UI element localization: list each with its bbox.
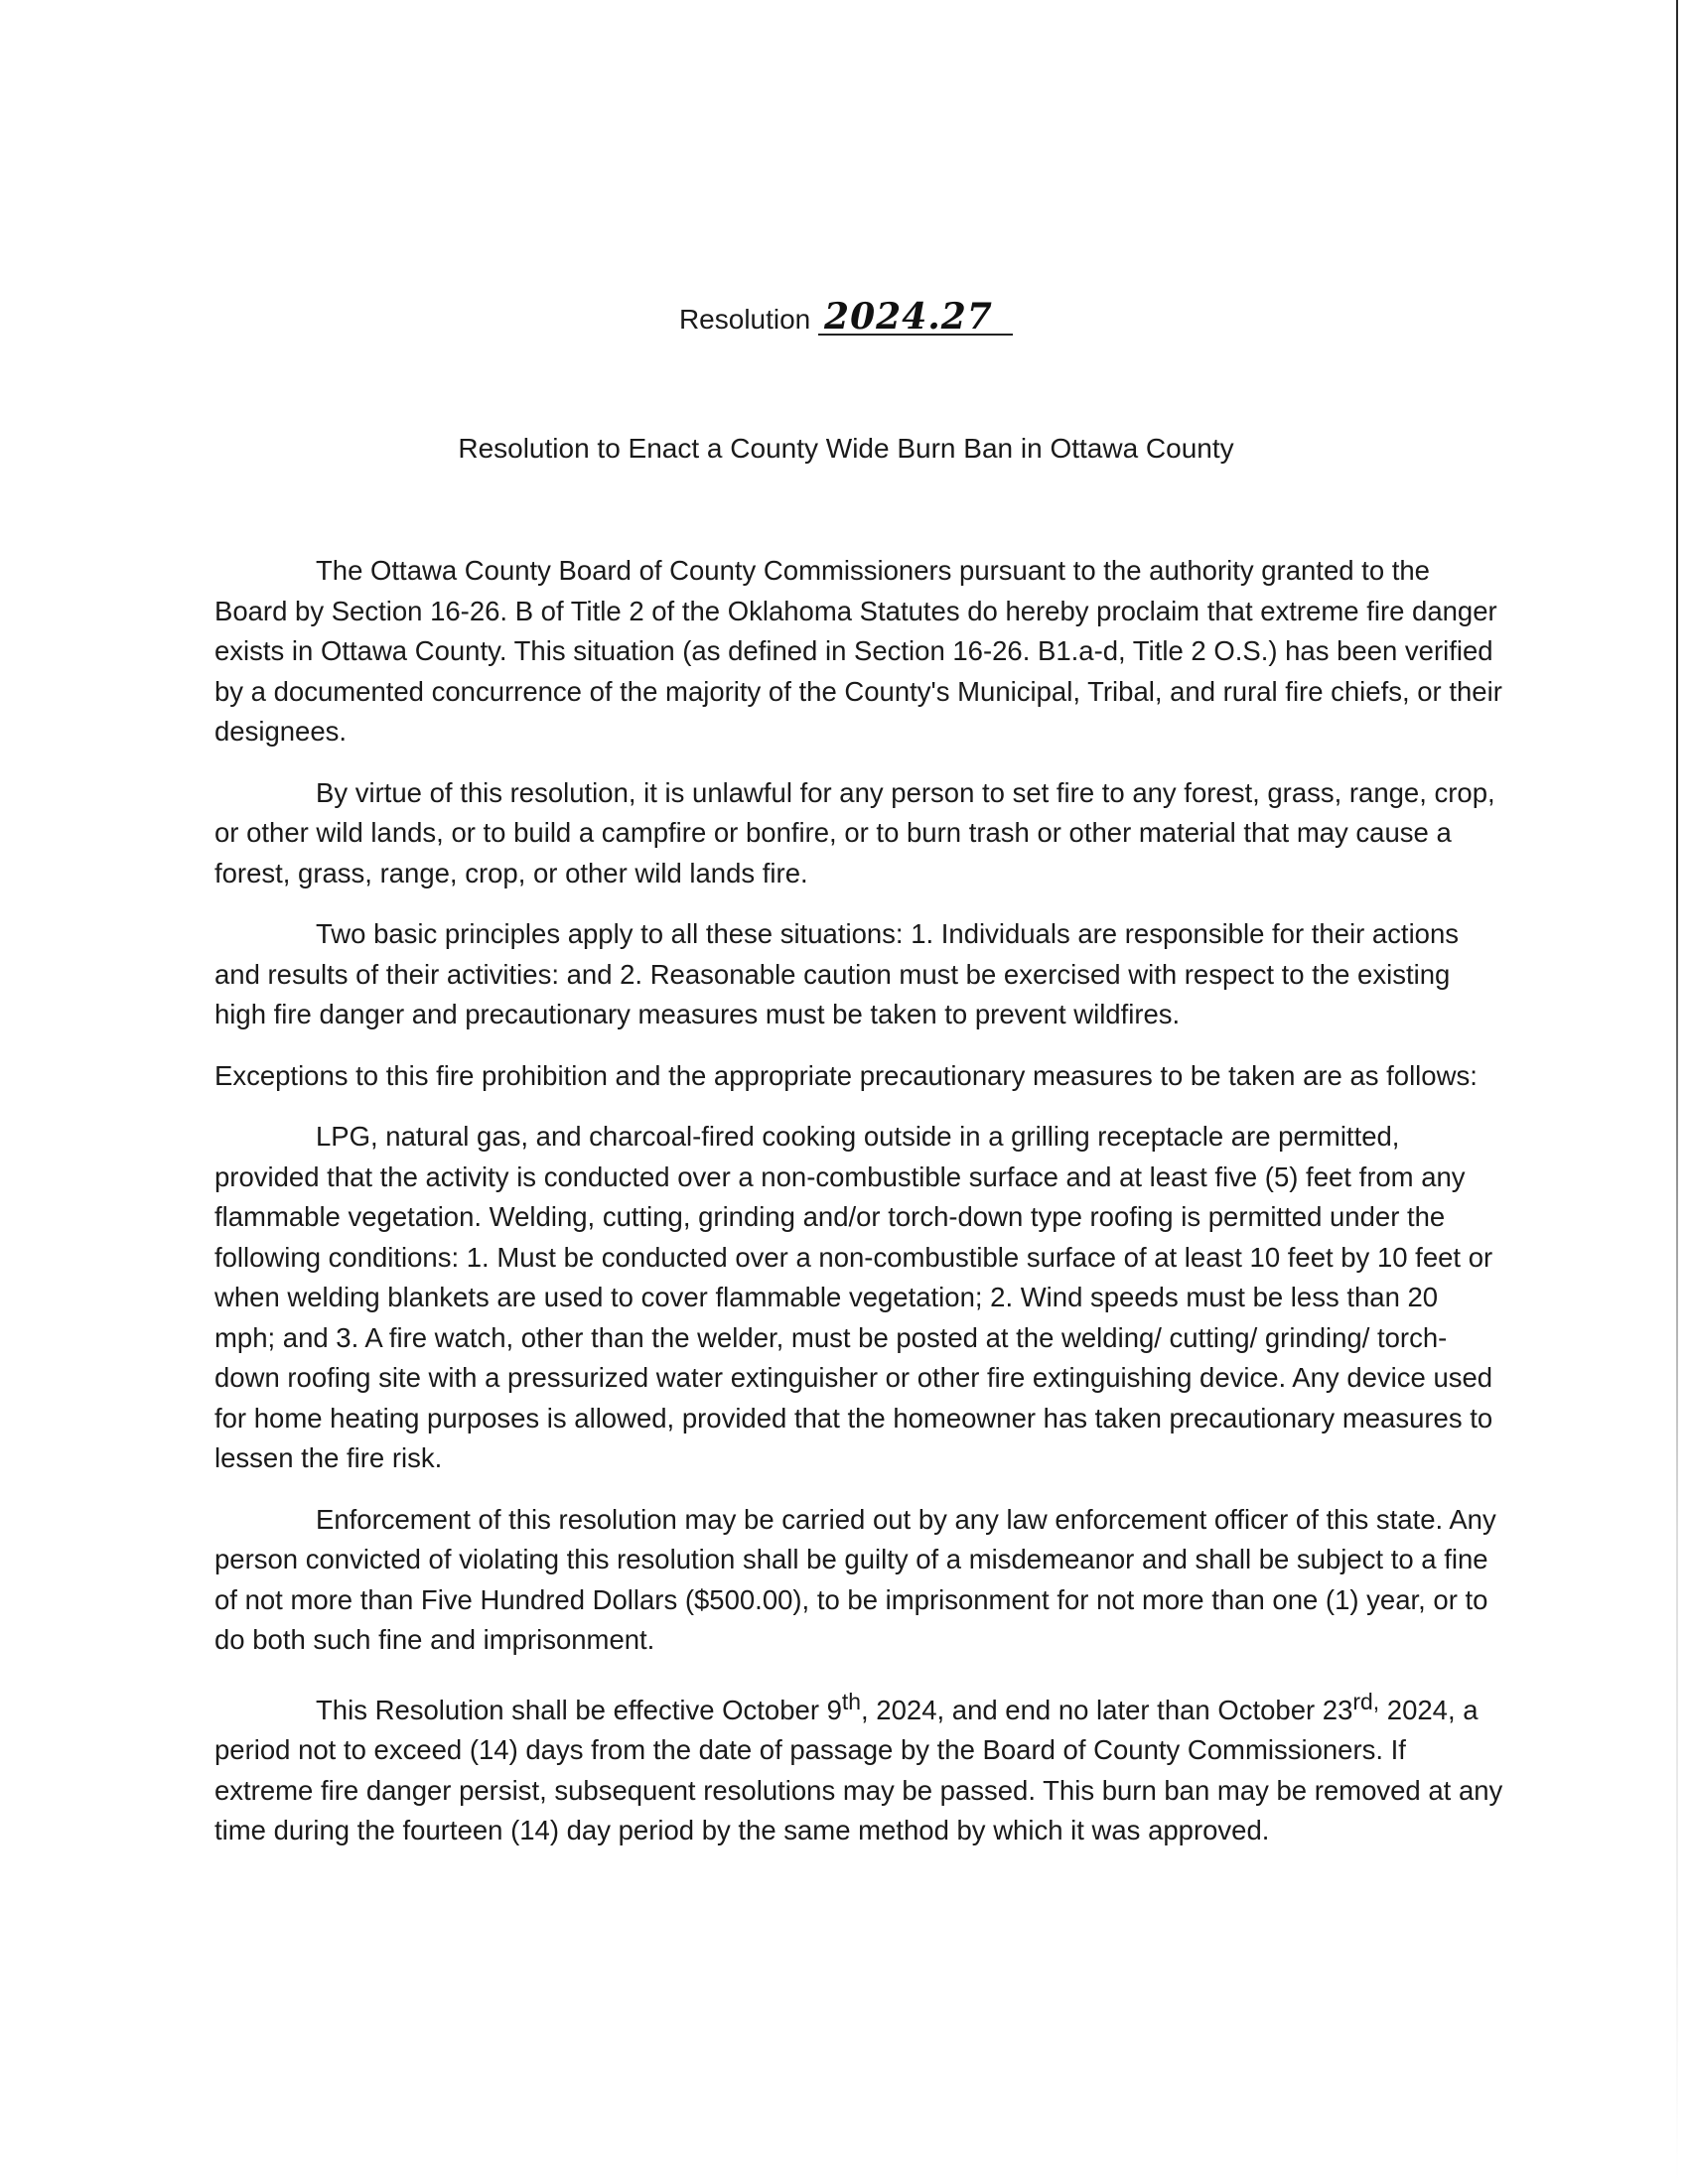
superscript-rd: rd, (1352, 1688, 1380, 1714)
superscript-th: th (841, 1688, 862, 1714)
paragraph-effective-dates (214, 1682, 1505, 1851)
effective-text-start: This Resolution shall be effective October 9 (316, 1694, 842, 1725)
resolution-heading (0, 296, 1692, 338)
resolution-label: Resolution (678, 304, 811, 335)
effective-text-end: 2024, a period not to exceed (14) days from the date of passage by the Board of County Commissioners. If extreme fire danger persist, subsequent resolutions may be passed. This burn ban may be removed at any time during the fourteen (14) day period by the same method by which it was approved. (214, 1694, 1503, 1846)
resolution-body (214, 551, 1505, 1872)
resolution-number-handwritten: 2024.27 (818, 300, 1013, 336)
paragraph-principles: Two basic principles apply to all these situations: 1. Individuals are responsible for their actions and results of their activities: and 2. Reasonable caution must be exercised with respect to the existing high fire danger and precautionary measures must be taken to prevent wildfires. (214, 918, 1460, 1029)
effective-text-middle: , 2024, and end no later than October 23 (861, 1694, 1353, 1725)
paragraph-enforcement: Enforcement of this resolution may be carried out by any law enforcement officer of this state. Any person convicted of violating this resolution shall be guilty of a misdemeanor and shall be subject to a fine of not more than Five Hundred Dollars ($500.00), to be imprisonment for not more than one (1) year, or to do both such fine and imprisonment. (214, 1503, 1496, 1655)
paragraph-prohibition: By virtue of this resolution, it is unlawful for any person to set fire to any forest, grass, range, crop, or other wild lands, or to build a campfire or bonfire, or to burn trash or other material that may cause a forest, grass, range, crop, or other wild lands fire. (214, 776, 1495, 888)
paragraph-exceptions-intro: Exceptions to this fire prohibition and the appropriate precautionary measures to be taken are as follows: (214, 1059, 1478, 1091)
resolution-title: Resolution to Enact a County Wide Burn Ban in Ottawa County (458, 433, 1234, 464)
paragraph-proclamation: The Ottawa County Board of County Commissioners pursuant to the authority granted to the Board by Section 16-26. B of Title 2 of the Oklahoma Statutes do hereby proclaim that extreme fire danger exists in Ottawa County. This situation (as defined in Section 16-26. B1.a-d, Title 2 O.S.) has been verified by a documented concurrence of the majority of the County's Municipal, Tribal, and rural fire chiefs, or their designees. (214, 555, 1502, 747)
paragraph-exceptions: LPG, natural gas, and charcoal-fired cooking outside in a grilling receptacle are permitted, provided that the activity is conducted over a non-combustible surface and at least five (5) feet from any flammable vegetation. Welding, cutting, grinding and/or torch-down type roofing is permitted under the following conditions: 1. Must be conducted over a non-combustible surface of at least 10 feet by 10 feet or when welding blankets are used to cover flammable vegetation; 2. Wind speeds must be less than 20 mph; and 3. A fire watch, other than the welder, must be posted at the welding/ cutting/ grinding/ torch-down roofing site with a pressurized water extinguisher or other fire extinguishing device. Any device used for home heating purposes is allowed, provided that the homeowner has taken precautionary measures to lessen the fire risk. (214, 1121, 1493, 1473)
